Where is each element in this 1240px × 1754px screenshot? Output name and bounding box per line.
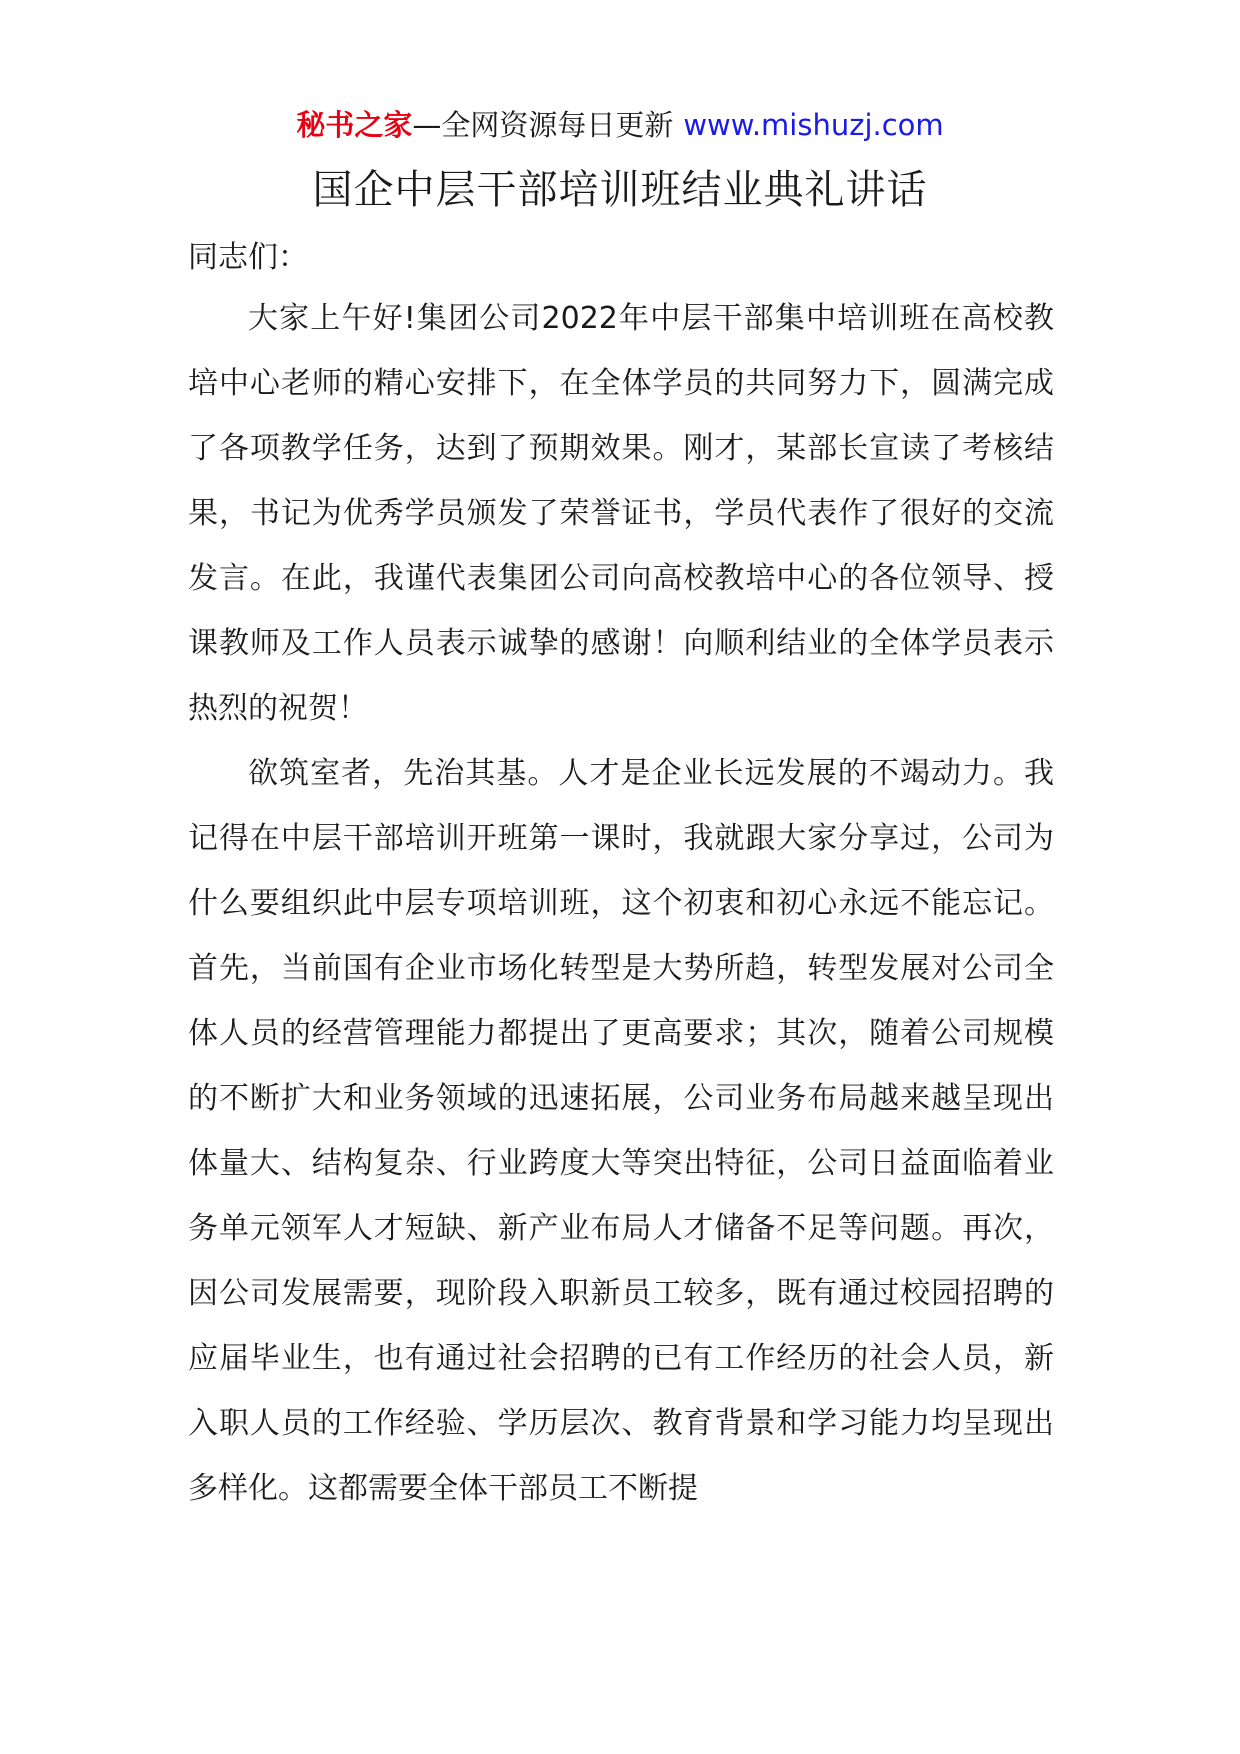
header-tagline: —全网资源每日更新 bbox=[412, 108, 674, 142]
site-url: www.mishuzj.com bbox=[683, 108, 944, 142]
paragraph-2: 欲筑室者，先治其基。人才是企业长远发展的不竭动力。我记得在中层干部培训开班第一课时，我就跟大家分享过，公司为什么要组织此中层专项培训班，这个初衷和初心永远不能忘记。首先，当前国有企业市场化转型是大势所趋，转型发展对公司全体人员的经营管理能力都提出了更高要求；其次，随着公司规模的不断扩大和业务领域的迅速拓展，公司业务布局越来越呈现出体量大、结构复杂、行业跨度大等突出特征，公司日益面临着业务单元领军人才短缺、新产业布局人才储备不足等问题。再次，因公司发展需要，现阶段入职新员工较多，既有通过校园招聘的应届毕业生，也有通过社会招聘的已有工作经历的社会人员，新入职人员的工作经验、学历层次、教育背景和学习能力均呈现出多样化。这都需要全体干部员工不断提 bbox=[188, 756, 1054, 1506]
paragraph-1: 大家上午好!集团公司2022年中层干部集中培训班在高校教培中心老师的精心安排下，在全体学员的共同努力下，圆满完成了各项教学任务，达到了预期效果。刚才，某部长宣读了考核结果，书记为优秀学员颁发了荣誉证书，学员代表作了很好的交流发言。在此，我谨代表集团公司向高校教培中心的各位领导、授课教师及工作人员表示诚挚的感谢！向顺利结业的全体学员表示热烈的祝贺！ bbox=[188, 301, 1054, 726]
document-body bbox=[188, 230, 1054, 1521]
page-header bbox=[0, 100, 1240, 150]
greeting: 同志们： bbox=[188, 240, 308, 275]
brand-name: 秘书之家 bbox=[296, 108, 413, 142]
document-title: 国企中层干部培训班结业典礼讲话 bbox=[312, 167, 928, 213]
